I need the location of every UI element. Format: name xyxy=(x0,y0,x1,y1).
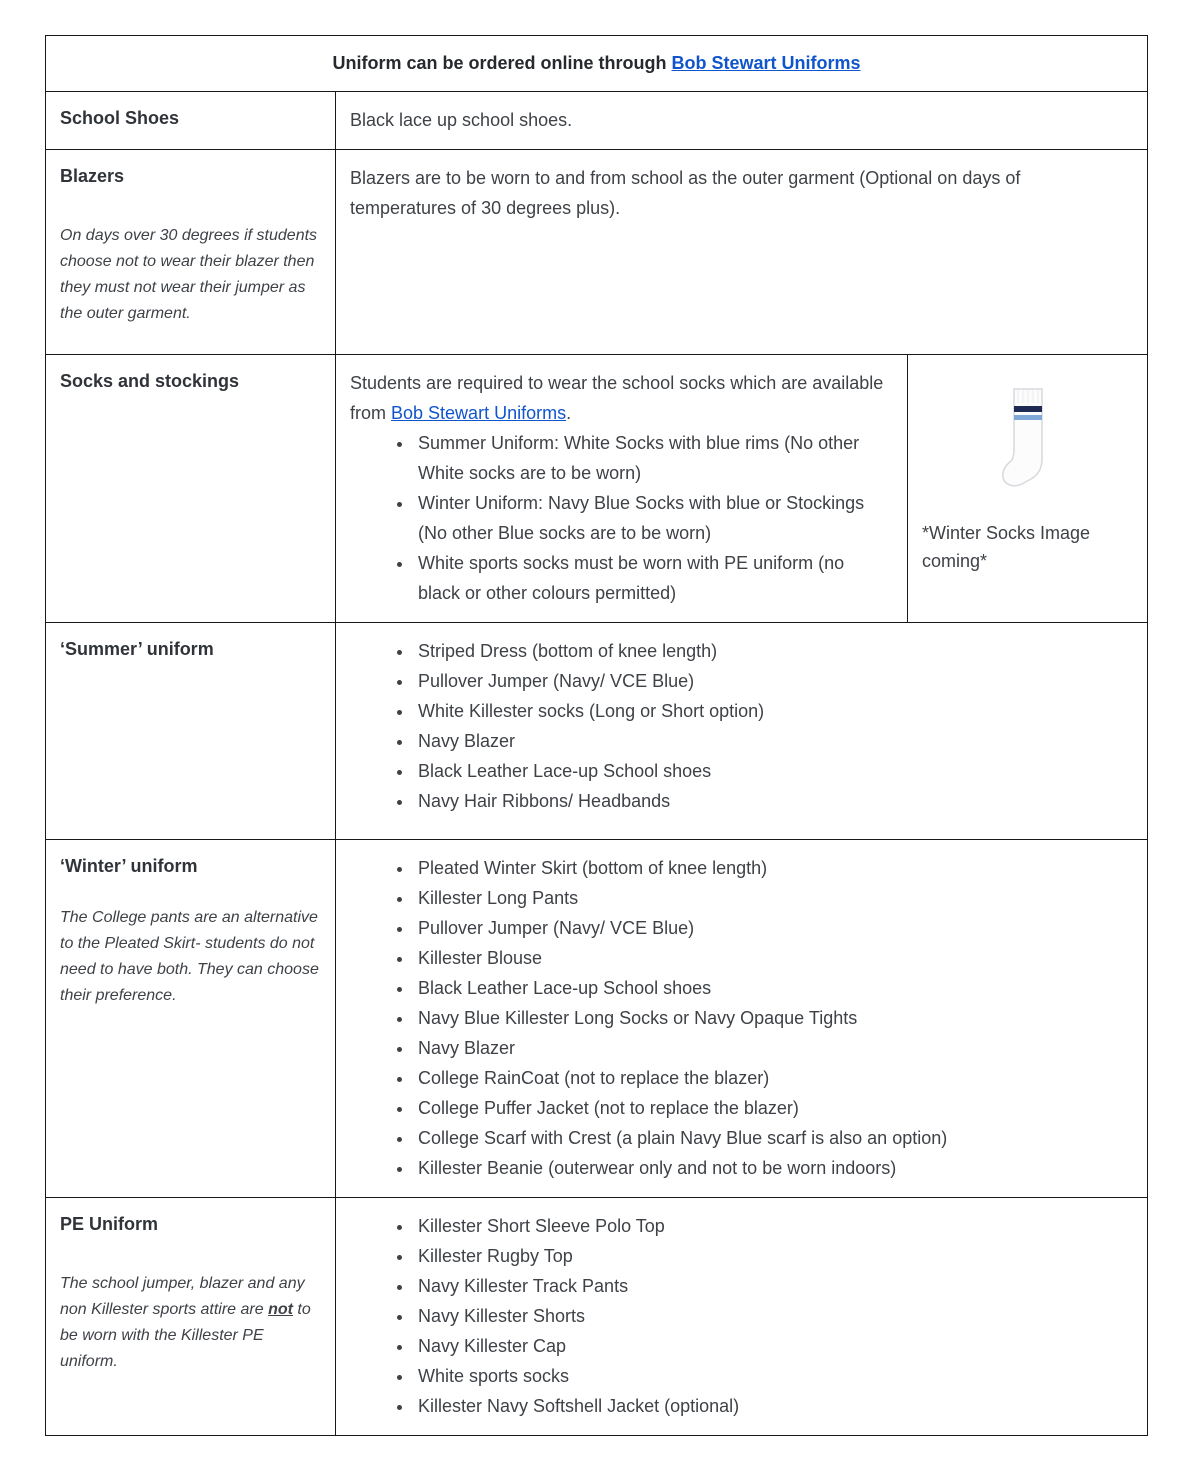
row-socks xyxy=(46,354,1147,622)
row-pe-uniform xyxy=(46,1197,1147,1435)
bullet-item: • College RainCoat (not to replace the blazer) xyxy=(414,1063,1131,1093)
socks-label-cell xyxy=(46,355,336,622)
page-title xyxy=(60,51,1133,76)
winter-note: The College pants are an alternative to the Pleated Skirt- students do not need to have both. They can choose their preference. xyxy=(60,909,319,1004)
row-school-shoes xyxy=(46,91,1147,149)
socks-intro xyxy=(350,368,891,428)
socks-intro-text: Students are required to wear the school socks which are available from xyxy=(350,373,884,424)
blazers-note: On days over 30 degrees if students choose not to wear their blazer then they must not wear their jumper as the outer garment. xyxy=(60,227,318,322)
bullet-item: • Winter Uniform: Navy Blue Socks with blue or Stockings (No other Blue socks are to be worn) xyxy=(414,488,891,548)
bullet-item: • College Puffer Jacket (not to replace the blazer) xyxy=(414,1093,1131,1123)
pe-bullet-list xyxy=(350,1211,1131,1421)
bullet-item: • Killester Blouse xyxy=(414,943,1131,973)
school-shoes-body-cell xyxy=(336,92,1147,149)
winter-label-cell xyxy=(46,840,336,1197)
bullet-item: • White sports socks xyxy=(414,1361,1131,1391)
bullet-item: • Pleated Winter Skirt (bottom of knee length) xyxy=(414,853,1131,883)
bullet-item: • Navy Hair Ribbons/ Headbands xyxy=(414,786,1131,816)
bullet-item: • Striped Dress (bottom of knee length) xyxy=(414,636,1131,666)
pe-label: PE Uniform xyxy=(60,1214,159,1235)
bullet-item: • Black Leather Lace-up School shoes xyxy=(414,756,1131,786)
bob-stewart-uniforms-link[interactable]: Bob Stewart Uniforms xyxy=(391,403,567,424)
bob-stewart-uniforms-link[interactable]: Bob Stewart Uniforms xyxy=(671,53,861,73)
row-blazers xyxy=(46,149,1147,354)
bullet-item: • Summer Uniform: White Socks with blue rims (No other White socks are to be worn) xyxy=(414,428,891,488)
bullet-item: • White sports socks must be worn with PE uniform (no black or other colours permitted) xyxy=(414,548,891,608)
pe-note-text: The school jumper, blazer and any non Killester sports attire are xyxy=(60,1275,305,1319)
socks-intro-period: . xyxy=(566,403,572,424)
socks-bullet-list xyxy=(350,428,891,608)
bullet-item: • Killester Short Sleeve Polo Top xyxy=(414,1211,1131,1241)
table-title-row xyxy=(46,36,1147,91)
pe-body-cell xyxy=(336,1198,1147,1435)
blazers-label: Blazers xyxy=(60,166,125,187)
school-shoes-text: Black lace up school shoes. xyxy=(350,110,573,131)
school-shoes-label: School Shoes xyxy=(60,108,180,129)
bullet-item: • Killester Beanie (outerwear only and not to be worn indoors) xyxy=(414,1153,1131,1183)
socks-right-area xyxy=(336,355,1147,622)
bullet-item: • Killester Navy Softshell Jacket (optional) xyxy=(414,1391,1131,1421)
blazers-body-cell xyxy=(336,150,1147,354)
school-shoes-label-cell xyxy=(46,92,336,149)
summer-bullet-list xyxy=(350,636,1131,816)
summer-body-cell xyxy=(336,623,1147,839)
bullet-item: • Navy Blazer xyxy=(414,1033,1131,1063)
winter-sock-image xyxy=(996,383,1060,505)
bullet-item: • Navy Killester Cap xyxy=(414,1331,1131,1361)
title-text: Uniform can be ordered online through xyxy=(332,53,672,73)
blazers-label-cell xyxy=(46,150,336,354)
bullet-item: • Navy Blue Killester Long Socks or Navy Opaque Tights xyxy=(414,1003,1131,1033)
bullet-item: • College Scarf with Crest (a plain Navy Blue scarf is also an option) xyxy=(414,1123,1131,1153)
socks-label: Socks and stockings xyxy=(60,371,240,392)
bullet-item: • Pullover Jumper (Navy/ VCE Blue) xyxy=(414,666,1131,696)
bullet-item: • Pullover Jumper (Navy/ VCE Blue) xyxy=(414,913,1131,943)
bullet-item: • Navy Killester Shorts xyxy=(414,1301,1131,1331)
socks-body-cell xyxy=(336,355,907,622)
sock-image-caption: *Winter Socks Image coming* xyxy=(922,523,1091,572)
pe-label-cell xyxy=(46,1198,336,1435)
bullet-item: • Navy Blazer xyxy=(414,726,1131,756)
blazers-text: Blazers are to be worn to and from school as the outer garment (Optional on days of temperatures of 30 degrees plus). xyxy=(350,168,1021,219)
summer-label-cell xyxy=(46,623,336,839)
uniform-table xyxy=(45,35,1148,1436)
winter-label: ‘Winter’ uniform xyxy=(60,856,198,877)
bullet-item: • Navy Killester Track Pants xyxy=(414,1271,1131,1301)
row-summer-uniform xyxy=(46,622,1147,839)
winter-bullet-list xyxy=(350,853,1131,1183)
bullet-item: • Killester Long Pants xyxy=(414,883,1131,913)
winter-body-cell xyxy=(336,840,1147,1197)
pe-note-text-end: to be worn with the Killester PE uniform. xyxy=(60,1301,311,1370)
sock-image-cell xyxy=(907,355,1147,622)
pe-note-emphasis: not xyxy=(268,1301,293,1319)
pe-note xyxy=(60,1271,319,1375)
bullet-item: • White Killester socks (Long or Short option) xyxy=(414,696,1131,726)
bullet-item: • Killester Rugby Top xyxy=(414,1241,1131,1271)
row-winter-uniform xyxy=(46,839,1147,1197)
bullet-item: • Black Leather Lace-up School shoes xyxy=(414,973,1131,1003)
summer-label: ‘Summer’ uniform xyxy=(60,639,214,660)
